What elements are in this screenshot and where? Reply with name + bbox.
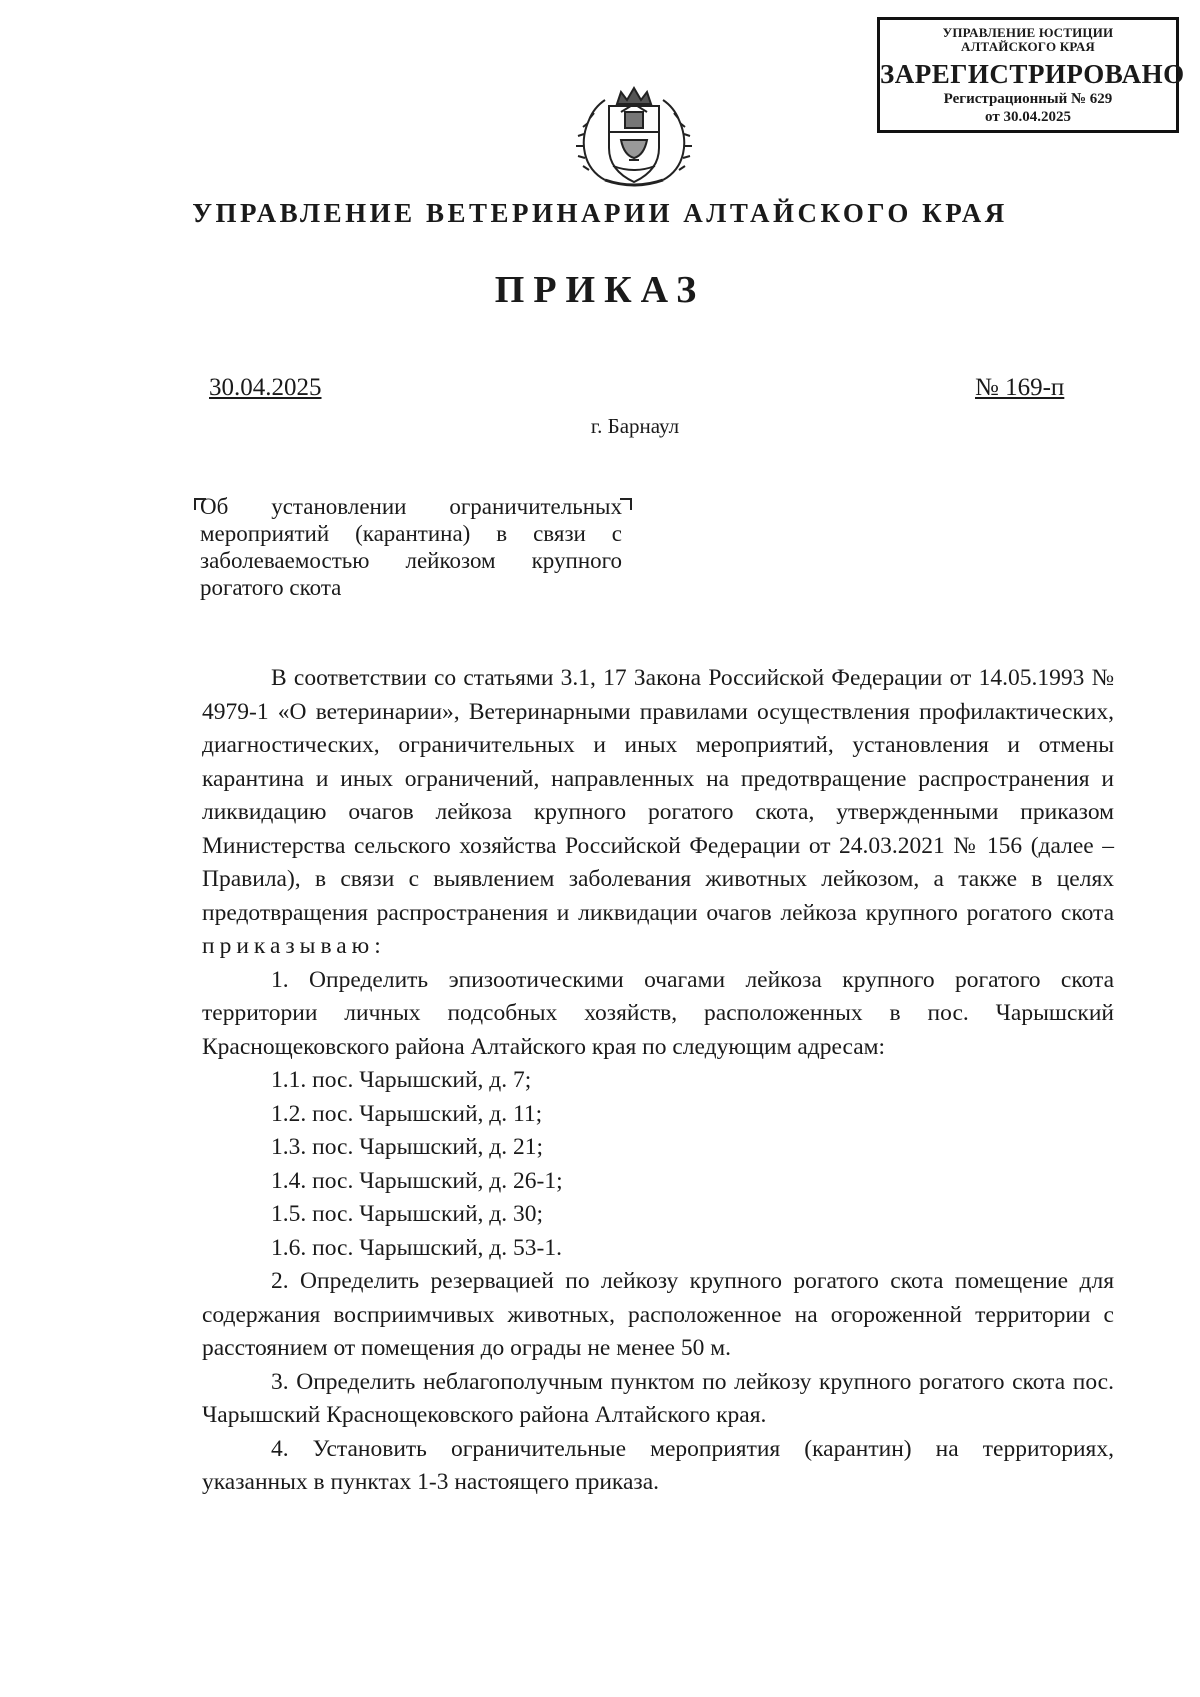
organization-name: УПРАВЛЕНИЕ ВЕТЕРИНАРИИ АЛТАЙСКОГО КРАЯ (192, 198, 1008, 228)
address-item: 1.2. пос. Чарышский, д. 11; (271, 1100, 543, 1127)
preamble-text: В соответствии со статьями 3.1, 17 Закона Российской Федерации от 14.05.1993 № 4979-1 «О ветеринарии», Ветеринарными правилами осуществления профилактических, диагностических, ограничительных и иных мероприятий, установления и отмены карантина и иных ограничений, направленных на предотвращение распространения и ликвидацию очагов лейкоза крупного рогатого скота, утвержденными приказом Министерства сельского хозяйства Российской Федерации от 24.03.2021 № 156 (далее – Правила), в связи с выявлением заболевания животных лейкозом, а также в целях предотвращения распространения и ликвидации очагов лейкоза крупного рогатого скота (202, 665, 1114, 926)
stamp-date: от 30.04.2025 (985, 109, 1071, 125)
order-word: приказываю: (202, 933, 386, 959)
address-item: 1.4. пос. Чарышский, д. 26-1; (271, 1167, 563, 1194)
item-3-paragraph: 3. Определить неблагополучным пунктом по лейкозу крупного рогатого скота пос. Чарышский Краснощековского района Алтайского края. (202, 1368, 1114, 1428)
address-item: 1.3. пос. Чарышский, д. 21; (271, 1134, 544, 1160)
order-subject-text: Об установлении ограничительных мероприятий (карантина) в связи с заболеваемостью лейкозом крупного рогатого скота (200, 494, 622, 600)
item-4-paragraph: 4. Установить ограничительные мероприятия (карантин) на территориях, указанных в пунктах 1-3 настоящего приказа. (202, 1435, 1114, 1495)
stamp-status: ЗАРЕГИСТРИРОВАНО (880, 59, 1185, 89)
stamp-registration-number: Регистрационный № 629 (943, 91, 1113, 107)
order-subject (200, 493, 622, 601)
registration-stamp (877, 17, 1185, 133)
altai-krai-coat-of-arms-icon (575, 82, 693, 192)
order-city: г. Барнаул (590, 414, 680, 438)
order-date: 30.04.2025 (209, 374, 322, 401)
order-body (202, 662, 1114, 1500)
order-number: № 169-п (975, 374, 1065, 401)
subject-bracket-left (194, 498, 206, 510)
item-2-paragraph: 2. Определить резервацией по лейкозу крупного рогатого скота помещение для содержания восприимчивых животных, расположенное на огороженной территории с расстоянием от помещения до ограды не менее 50 м. (202, 1268, 1114, 1361)
item-1-paragraph: 1. Определить эпизоотическими очагами лейкоза крупного рогатого скота территории личных подсобных хозяйств, расположенных в пос. Чарышский Краснощековского района Алтайского края по следующим адресам: (202, 966, 1114, 1060)
address-item: 1.5. пос. Чарышский, д. 30; (271, 1201, 544, 1227)
address-item: 1.6. пос. Чарышский, д. 53-1. (271, 1234, 562, 1261)
stamp-authority-line2: АЛТАЙСКОГО КРАЯ (961, 39, 1095, 54)
preamble-paragraph (202, 662, 1114, 964)
address-item: 1.1. пос. Чарышский, д. 7; (271, 1067, 532, 1093)
subject-bracket-right (620, 498, 632, 510)
stamp-authority-line1: УПРАВЛЕНИЕ ЮСТИЦИИ (942, 25, 1114, 40)
document-type-title: ПРИКАЗ (494, 269, 706, 311)
